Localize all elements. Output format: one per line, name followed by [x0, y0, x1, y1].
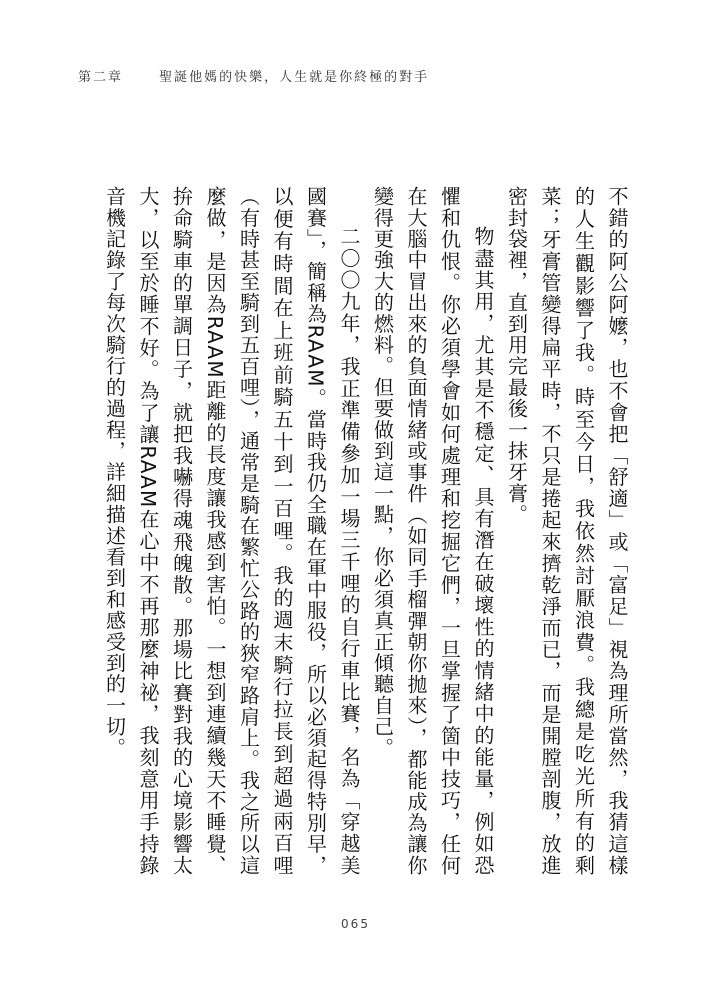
paragraph: 二〇〇九年，我正準備參加一場三千哩的自行車比賽，名為「穿越美國賽」，簡稱為RAAM。當時我仍全職在軍中服役，所以必須起得特別早，以便有時間在上班前騎五十到一百哩。我的週末騎行拉長到超過兩百哩（有時甚至騎到五百哩），通常是騎在繁忙公路的狹窄路肩上。我之所以這麼做，是因為RAAM距離的長度讓我感到害怕。一想到連續幾天不睡覺、拚命騎車的單調日子，就把我嚇得魂飛魄散。那場比賽對我的心境影響太大，以至於睡不好。為了讓RAAM在心中不再那麼神祕，我刻意用手持錄音機記錄了每次騎行的過程，詳細描述看到和感受到的一切。 [102, 186, 361, 876]
page-number: 065 [341, 917, 370, 931]
chapter-label: 第二章 [78, 70, 124, 85]
running-header [78, 66, 429, 85]
paragraph: 物盡其用，尤其是不穩定、具有潛在破壞性的情緒中的能量，例如恐懼和仇恨。你必須學會如何處理和挖掘它們，一旦掌握了箇中技巧，任何在大腦中冒出來的負面情緒或事件（如同手榴彈朝你拋來），都能成為讓你變得更強大的燃料。但要做到這一點，你必須真正傾聽自己。 [370, 186, 495, 876]
paragraph: 不錯的阿公阿嬤，也不會把「舒適」或「富足」視為理所當然，我猜這樣的人生觀影響了我。時至今日，我依然討厭浪費。我總是吃光所有的剩菜；牙膏管變得扁平時，不只是捲起來擠乾淨而已，而是開膛剖腹，放進密封袋裡，直到用完最後一抹牙膏。 [504, 186, 629, 876]
chapter-title: 聖誕他媽的快樂，人生就是你終極的對手 [159, 70, 430, 85]
body-text [73, 186, 633, 876]
